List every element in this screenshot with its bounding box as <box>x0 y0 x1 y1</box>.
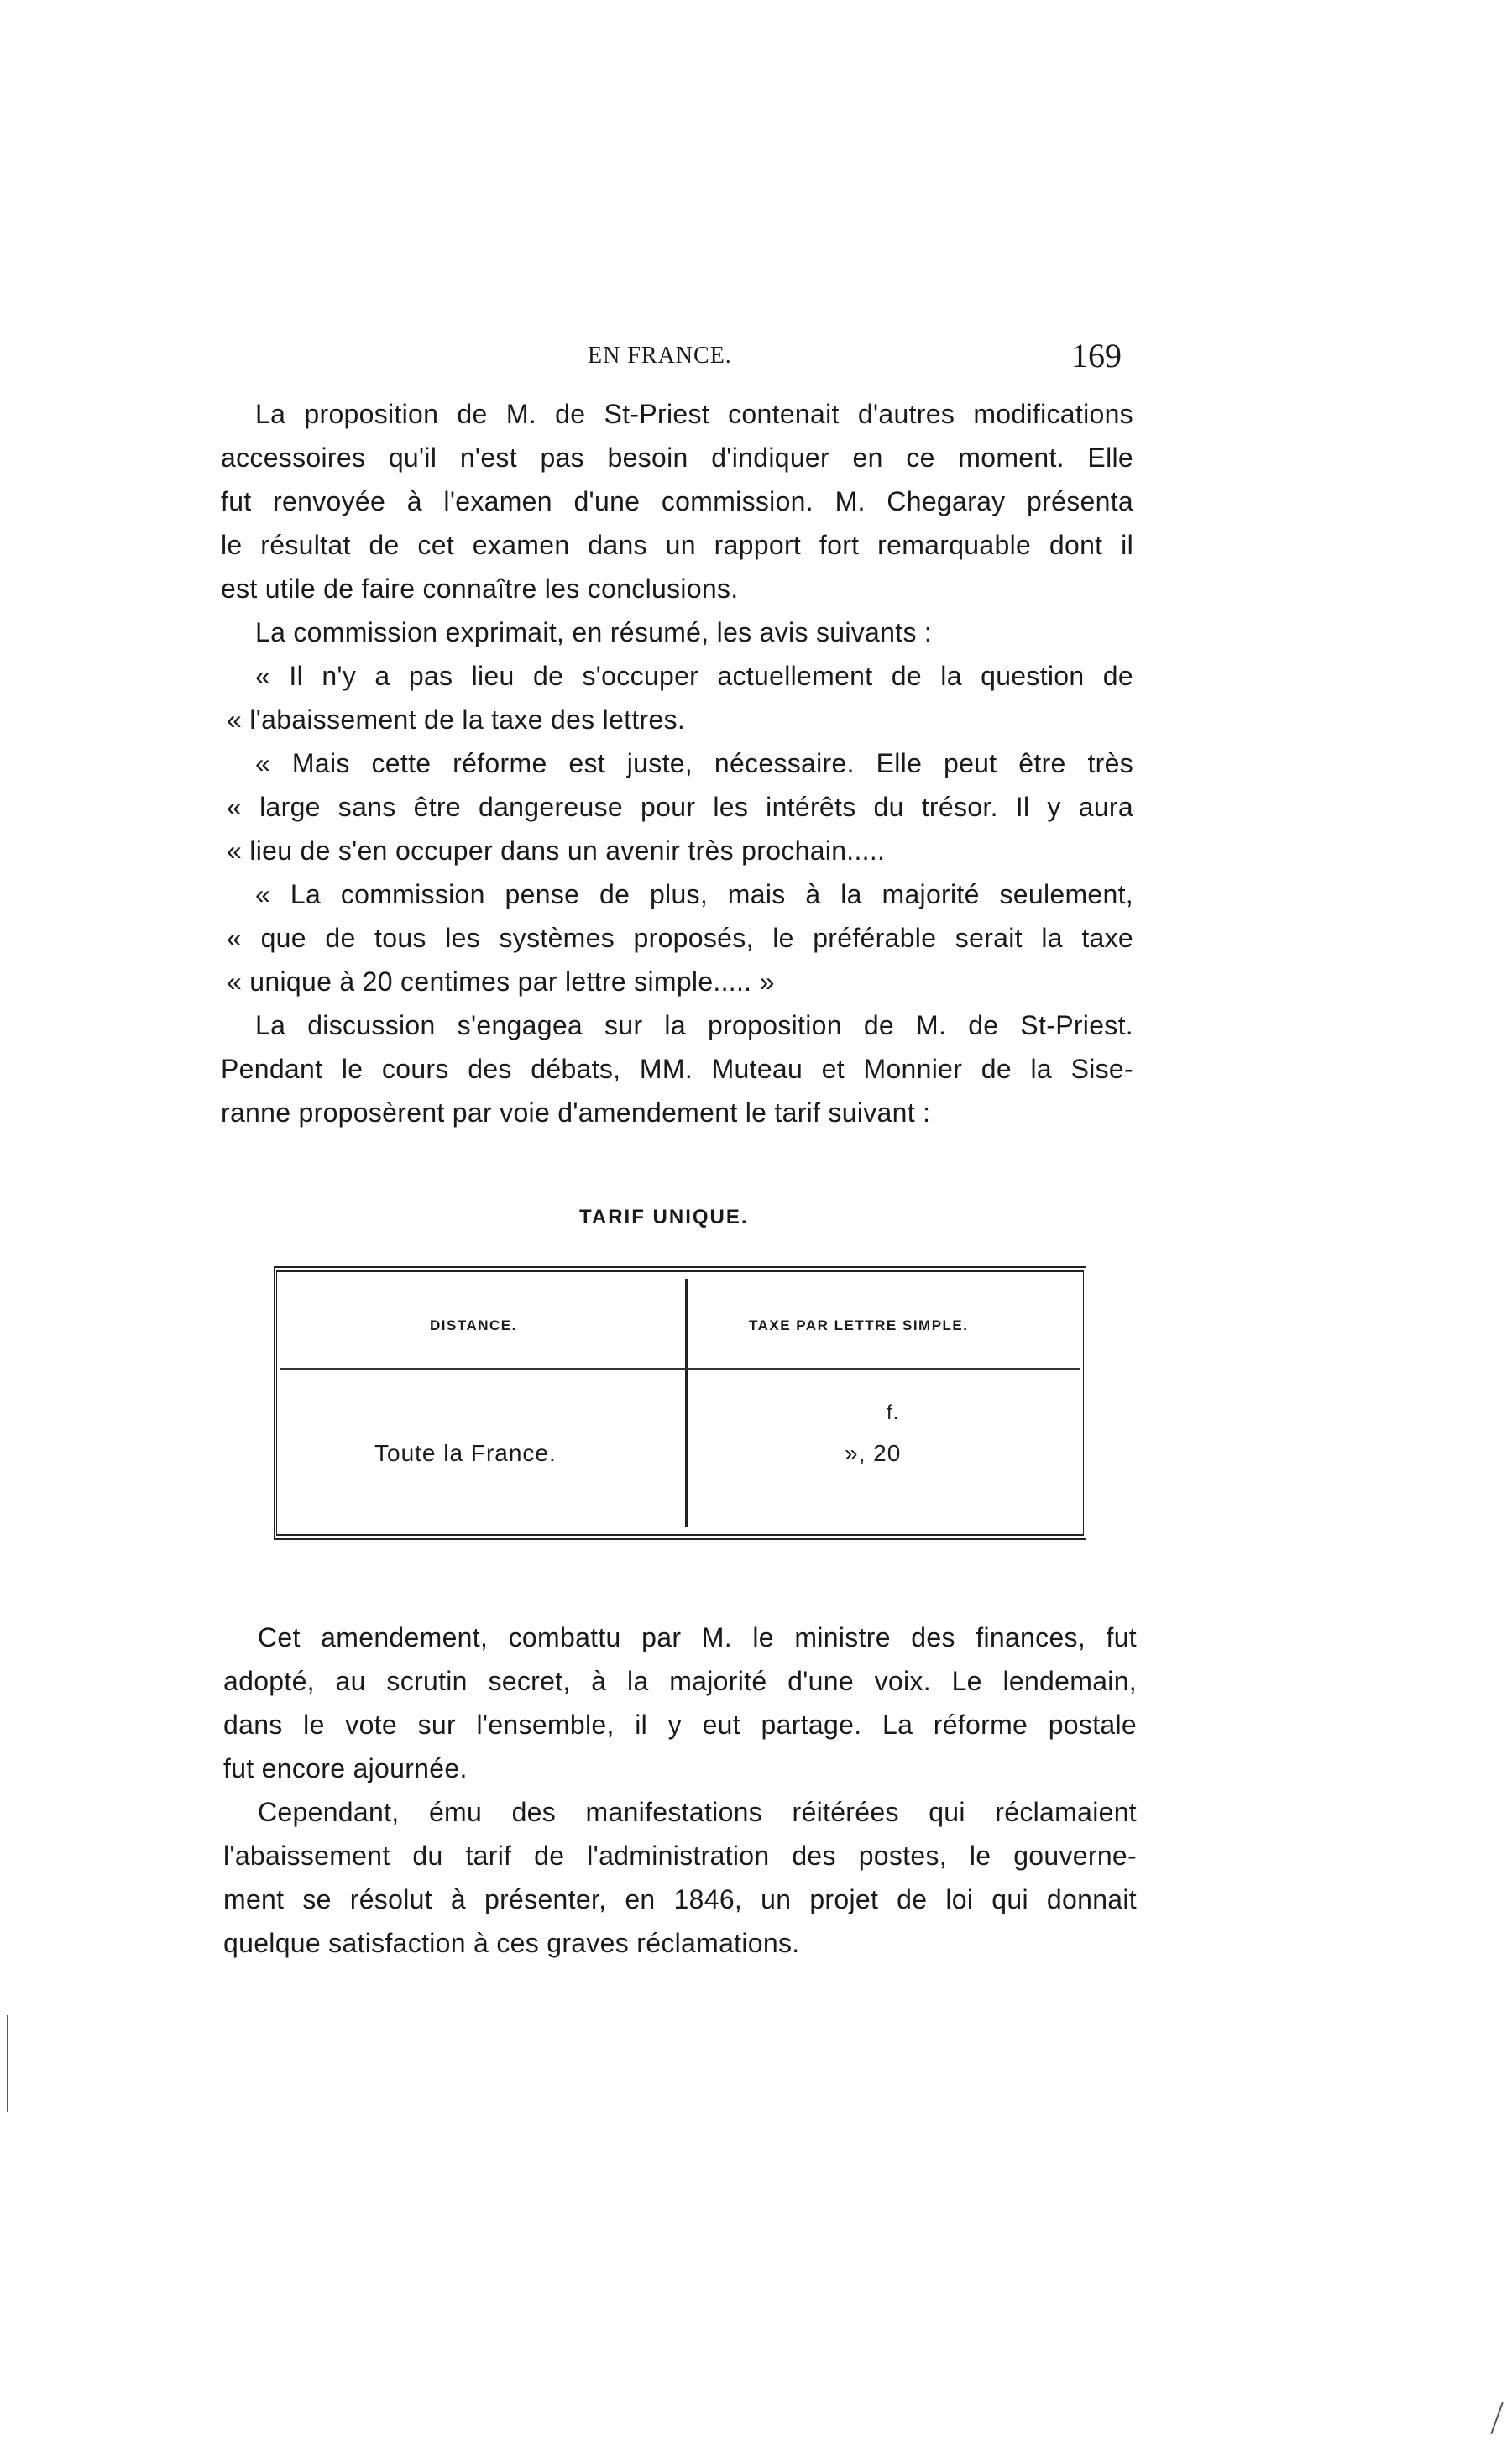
text-line: La discussion s'engagea sur la proposition de M. de St-Priest. <box>255 1010 1133 1040</box>
text-line: fut encore ajournée. <box>223 1753 468 1783</box>
column-divider <box>685 1279 688 1527</box>
text-line: « l'abaissement de la taxe des lettres. <box>227 704 686 735</box>
text-line: le résultat de cet examen dans un rapport fort remarquable dont il <box>221 530 1133 560</box>
text-line: dans le vote sur l'ensemble, il y eut partage. La réforme postale <box>223 1710 1137 1740</box>
page-number: 169 <box>1071 337 1122 374</box>
text-line: « Il n'y a pas lieu de s'occuper actuellement de la question de <box>255 661 1133 691</box>
text-line: Cependant, ému des manifestations réitérées qui réclamaient <box>258 1797 1137 1827</box>
text-line: Cet amendement, combattu par M. le ministre des finances, fut <box>258 1622 1137 1652</box>
header-separator <box>280 1368 1080 1370</box>
scan-mark <box>1490 2402 1504 2434</box>
scan-mark <box>7 2015 8 2112</box>
text-line: est utile de faire connaître les conclusions. <box>221 573 739 604</box>
text-line: l'abaissement du tarif de l'administration des postes, le gouverne- <box>223 1841 1137 1871</box>
text-line: fut renvoyée à l'examen d'une commission. M. Chegaray présenta <box>221 486 1133 516</box>
cell-distance: Toute la France. <box>374 1440 557 1466</box>
text-line: La proposition de M. de St-Priest contenait d'autres modifications <box>255 399 1133 429</box>
text-line: ranne proposèrent par voie d'amendement le tarif suivant : <box>221 1097 931 1128</box>
cell-unit: f. <box>887 1401 900 1424</box>
text-line: « unique à 20 centimes par lettre simple..... » <box>227 966 775 997</box>
text-line: « lieu de s'en occuper dans un avenir très prochain..... <box>227 835 886 866</box>
text-line: La commission exprimait, en résumé, les avis suivants : <box>255 617 933 647</box>
text-line: accessoires qu'il n'est pas besoin d'indiquer en ce moment. Elle <box>221 443 1133 473</box>
text-line: quelque satisfaction à ces graves réclamations. <box>223 1928 800 1958</box>
text-line: adopté, au scrutin secret, à la majorité d'une voix. Le lendemain, <box>223 1666 1137 1696</box>
table-caption: TARIF UNIQUE. <box>579 1206 749 1228</box>
text-line: ment se résolut à présenter, en 1846, un projet de loi qui donnait <box>223 1884 1137 1914</box>
column-header-distance: DISTANCE. <box>430 1317 517 1333</box>
column-header-taxe: TAXE PAR LETTRE SIMPLE. <box>749 1317 969 1333</box>
text-line: Pendant le cours des débats, MM. Muteau et Monnier de la Sise- <box>221 1054 1133 1084</box>
text-line: « large sans être dangereuse pour les intérêts du trésor. Il y aura <box>227 792 1133 822</box>
text-line: « La commission pense de plus, mais à la majorité seulement, <box>255 879 1133 909</box>
text-line: « que de tous les systèmes proposés, le préférable serait la taxe <box>227 923 1133 953</box>
running-title: EN FRANCE. <box>588 343 732 369</box>
cell-taxe: », 20 <box>845 1440 902 1466</box>
text-line: « Mais cette réforme est juste, nécessaire. Elle peut être très <box>255 748 1133 778</box>
tariff-table <box>274 1266 1086 1540</box>
